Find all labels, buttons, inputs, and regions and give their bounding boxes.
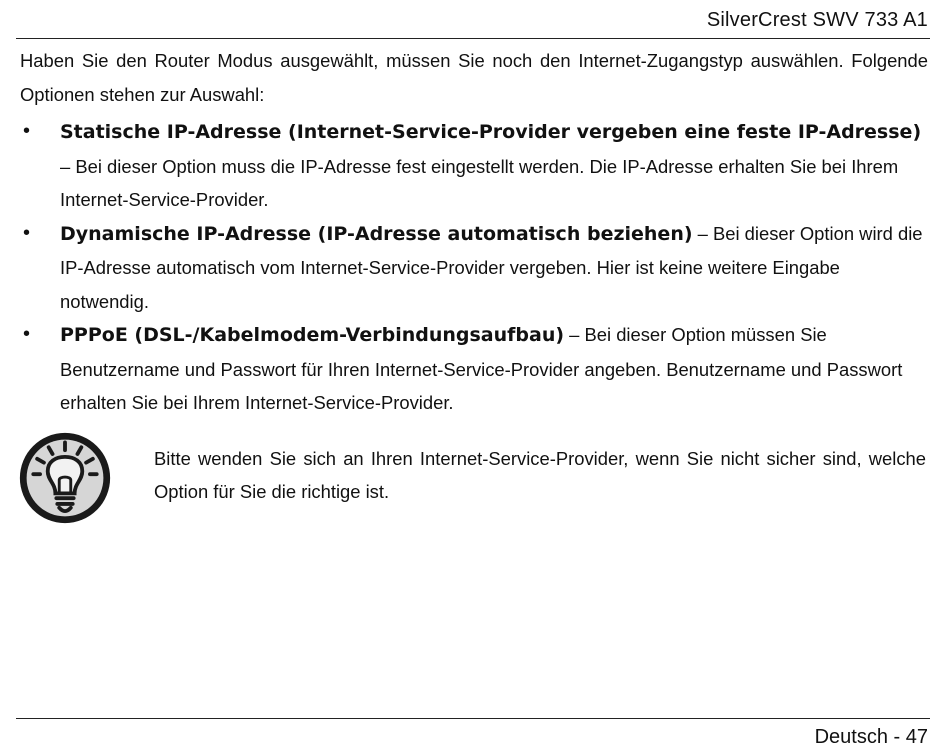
option-title: Dynamische IP-Adresse (IP-Adresse automatisch beziehen) xyxy=(60,222,693,245)
bullet-icon: • xyxy=(23,323,31,345)
option-description: – Bei dieser Option müssen Sie Benutzername und Passwort für Ihren Internet-Service-Provider angeben. Benutzername und Passwort erhalten Sie bei Ihrem Internet-Service-Provider. xyxy=(60,324,903,413)
option-dynamic-ip xyxy=(20,217,928,319)
option-title: Statische IP-Adresse (Internet-Service-Provider vergeben eine feste IP-Adresse) xyxy=(60,121,922,143)
lightbulb-icon xyxy=(17,430,113,526)
page-number: Deutsch - 47 xyxy=(814,726,928,748)
header-divider xyxy=(16,38,930,39)
intro-paragraph: Haben Sie den Router Modus ausgewählt, müssen Sie noch den Internet-Zugangstyp auswählen. Folgende Optionen stehen zur Auswahl: xyxy=(20,50,928,105)
tip-box xyxy=(20,428,928,538)
footer-divider xyxy=(16,718,930,719)
option-description: – Bei dieser Option wird die IP-Adresse automatisch vom Internet-Service-Provider vergeben. Hier ist keine weitere Eingabe notwendig. xyxy=(60,222,923,312)
page-content xyxy=(20,44,928,538)
option-description: – Bei dieser Option muss die IP-Adresse fest eingestellt werden. Die IP-Adresse erhalten Sie bei Ihrem Internet-Service-Provider. xyxy=(60,155,899,210)
option-pppoe xyxy=(20,318,928,420)
bullet-icon: • xyxy=(23,120,31,142)
option-title: PPPoE (DSL-/Kabelmodem-Verbindungsaufbau) xyxy=(60,324,565,346)
option-list xyxy=(20,115,928,420)
header-title: SilverCrest SWV 733 A1 xyxy=(706,9,928,31)
option-static-ip xyxy=(20,115,928,217)
tip-text: Bitte wenden Sie sich an Ihren Internet-Service-Provider, wenn Sie nicht sicher sind, welche Option für Sie die richtige ist. xyxy=(154,447,926,502)
bullet-icon: • xyxy=(23,221,31,244)
